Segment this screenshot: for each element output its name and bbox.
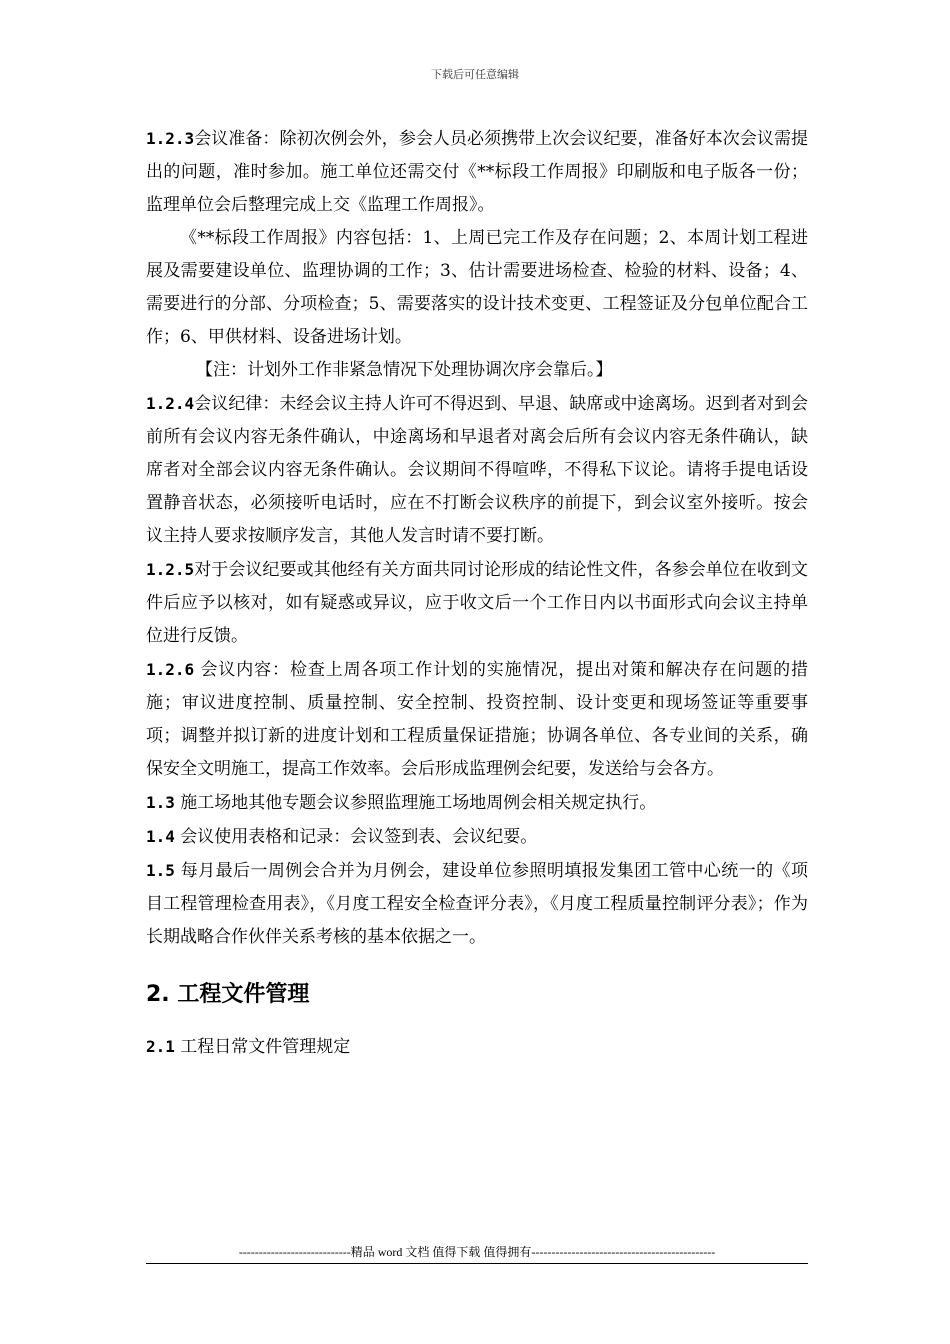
clause-number: 1.4 [146, 827, 175, 846]
paragraph-1-5 [146, 854, 808, 954]
weekly-report-contents: 《**标段工作周报》内容包括：1、上周已完工作及存在问题；2、本周计划工程进展及需要建设单位、监理协调的工作；3、估计需要进场检查、检验的材料、设备；4、需要进行的分部、分项检查；5、需要落实的设计技术变更、工程签证及分包单位配合工作；6、甲供材料、设备进场计划。 [146, 228, 808, 347]
clause-number: 1.2.3 [146, 129, 195, 148]
paragraph-1-2-3 [146, 122, 808, 222]
clause-text: 会议纪律：未经会议主持人许可不得迟到、早退、缺席或中途离场。迟到者对到会前所有会议内容无条件确认，中途离场和早退者对离会后所有会议内容无条件确认，缺席者对全部会议内容无条件确认。会议期间不得喧哗，不得私下议论。请将手提电话设置静音状态，必须接听电话时，应在不打断会议秩序的前提下，到会议室外接听。按会议主持人要求按顺序发言，其他人发言时请不要打断。 [146, 394, 808, 546]
clause-number: 1.2.6 [146, 660, 195, 679]
paragraph-1-3 [146, 786, 808, 820]
clause-text: 会议内容：检查上周各项工作计划的实施情况，提出对策和解决存在问题的措施；审议进度控制、质量控制、安全控制、投资控制、设计变更和现场签证等重要事项；调整并拟订新的进度计划和工程质量保证措施；协调各单位、各专业间的关系，确保安全文明施工，提高工作效率。会后形成监理例会纪要，发送给与会各方。 [146, 660, 808, 779]
paragraph-1-2-6 [146, 653, 808, 786]
page-header: 下载后可任意编辑 [431, 68, 519, 81]
clause-text: 每月最后一周例会合并为月例会，建设单位参照明填报发集团工管中心统一的《项目工程管理检查用表》，《月度工程安全检查评分表》，《月度工程质量控制评分表》；作为长期战略合作伙伴关系考核的基本依据之一。 [146, 861, 808, 947]
clause-number: 1.3 [146, 793, 175, 812]
clause-text: 施工场地其他专题会议参照监理施工场地周例会相关规定执行。 [174, 793, 657, 813]
clause-text: 对于会议纪要或其他经有关方面共同讨论形成的结论性文件，各参会单位在收到文件后应予以核对，如有疑惑或异议，应于收文后一个工作日内以书面形式向会议主持单位进行反馈。 [146, 560, 808, 646]
clause-number: 1.5 [146, 861, 175, 880]
paragraph-1-4 [146, 820, 808, 854]
subsection-heading [146, 1030, 808, 1064]
paragraph-1-2-5 [146, 553, 808, 653]
section-heading: 2. 工程文件管理 [146, 982, 310, 1007]
footer-divider [146, 1263, 808, 1264]
clause-number: 1.2.4 [146, 394, 195, 413]
clause-text: 会议使用表格和记录：会议签到表、会议纪要。 [174, 827, 538, 847]
clause-text: 工程日常文件管理规定 [174, 1037, 351, 1057]
document-body [146, 122, 808, 1064]
clause-number: 1.2.5 [146, 560, 195, 579]
note-paragraph: 【注：计划外工作非紧急情况下处理协调次序会靠后。】 [196, 360, 613, 380]
paragraph-1-2-4 [146, 387, 808, 553]
clause-number: 2.1 [146, 1037, 175, 1056]
clause-text: 会议准备：除初次例会外，参会人员必须携带上次会议纪要，准备好本次会议需提出的问题，准时参加。施工单位还需交付《**标段工作周报》印刷版和电子版各一份；监理单位会后整理完成上交《监理工作周报》。 [146, 129, 808, 215]
page-footer: ----------------------------精品 word 文档 值得下载 值得拥有---------------------------------------------- [238, 1245, 716, 1259]
